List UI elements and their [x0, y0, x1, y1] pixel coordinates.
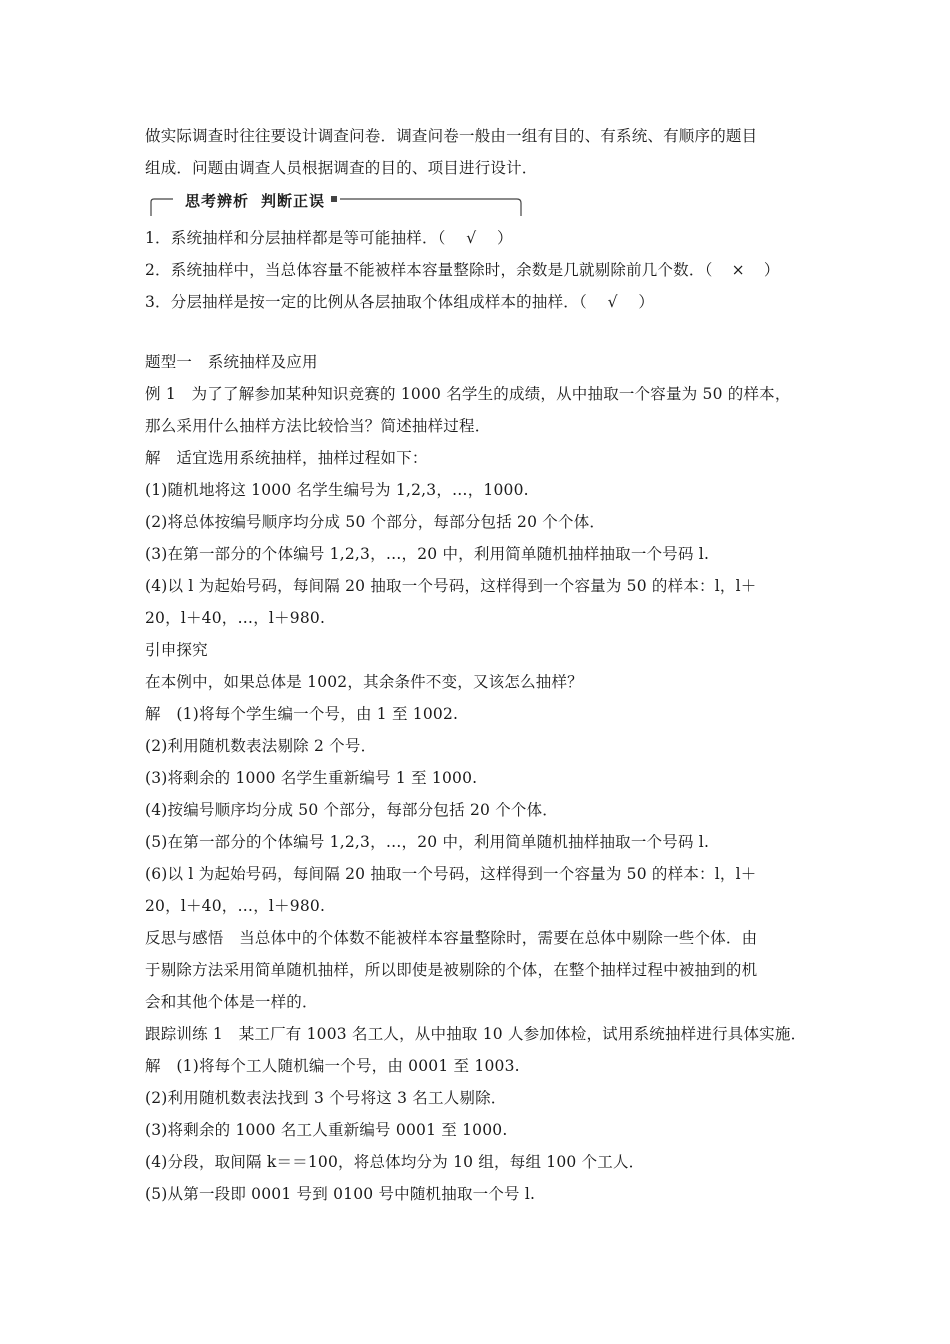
example-line: 例 1 为了了解参加某种知识竞赛的 1000 名学生的成绩，从中抽取一个容量为 50 的样本，	[145, 385, 791, 403]
judgment-item	[145, 222, 815, 254]
training-step: (4)分段，取间隔 k＝＝100，将总体均分为 10 组，每组 100 个工人．	[145, 1153, 645, 1171]
training-question: 跟踪训练 1 某工厂有 1003 名工人，从中抽取 10 人参加体检，试用系统抽样进行具体实施．	[145, 1025, 807, 1043]
intro-line: 做实际调查时往往要设计调查问卷．调查问卷一般由一组有目的、有系统、有顺序的题目	[145, 127, 758, 145]
section-heading: 题型一 系统抽样及应用	[145, 353, 318, 371]
judgment-close: ）	[748, 261, 780, 279]
judgment-text: 3．分层抽样是按一定的比例从各层抽取个体组成样本的抽样．（	[145, 293, 603, 311]
solution-step: (1)随机地将这 1000 名学生编号为 1,2,3，…，1000.	[145, 481, 529, 499]
extension-step: (5)在第一部分的个体编号 1,2,3，…，20 中，利用简单随机抽样抽取一个号码 l.	[145, 833, 710, 851]
check-mark-icon: √	[466, 229, 477, 247]
judgment-item	[145, 254, 815, 286]
solution-step: 20，l＋40，…，l＋980.	[145, 609, 326, 627]
intro-line: 组成．问题由调查人员根据调查的目的、项目进行设计．	[145, 159, 538, 177]
reflection-line: 会和其他个体是一样的．	[145, 993, 318, 1011]
extension-step: 20，l＋40，…，l＋980.	[145, 897, 326, 915]
cross-mark-icon: ×	[731, 261, 745, 279]
judgment-close: ）	[622, 293, 655, 311]
extension-question: 在本例中，如果总体是 1002，其余条件不变，又该怎么抽样？	[145, 673, 583, 691]
judgment-close: ）	[481, 229, 513, 247]
extension-step: (4)按编号顺序均分成 50 个部分，每部分包括 20 个个体．	[145, 801, 559, 819]
solution-step: (2)将总体按编号顺序均分成 50 个部分，每部分包括 20 个个体．	[145, 513, 606, 531]
extension-step: (3)将剩余的 1000 名学生重新编号 1 至 1000.	[145, 769, 478, 787]
banner-title	[179, 190, 331, 211]
judgment-text: 2．系统抽样中，当总体容量不能被样本容量整除时，余数是几就剔除前几个数．（	[145, 261, 729, 279]
training-step: 解 (1)将每个工人随机编一个号，由 0001 至 1003.	[145, 1057, 520, 1075]
banner-title-a: 思考辨析	[185, 192, 250, 210]
solution-step: (4)以 l 为起始号码，每间隔 20 抽取一个号码，这样得到一个容量为 50 的样本：l，l＋	[145, 577, 757, 595]
reflection-line: 反思与感悟 当总体中的个体数不能被样本容量整除时，需要在总体中剔除一些个体．由	[145, 929, 758, 947]
section-banner	[145, 188, 525, 218]
check-mark-icon: √	[607, 293, 618, 311]
judgment-text: 1．系统抽样和分层抽样都是等可能抽样．（	[145, 229, 462, 247]
extension-step: (2)利用随机数表法剔除 2 个号．	[145, 737, 377, 755]
training-step: (3)将剩余的 1000 名工人重新编号 0001 至 1000.	[145, 1121, 508, 1139]
extension-step: 解 (1)将每个学生编一个号，由 1 至 1002.	[145, 705, 459, 723]
intro-paragraph	[145, 120, 815, 184]
example-line: 那么采用什么抽样方法比较恰当？简述抽样过程．	[145, 417, 491, 435]
section-content	[145, 346, 815, 1210]
judgment-list	[145, 222, 815, 318]
extension-step: (6)以 l 为起始号码，每间隔 20 抽取一个号码，这样得到一个容量为 50 的样本：l，l＋	[145, 865, 757, 883]
solution-intro: 解 适宜选用系统抽样，抽样过程如下：	[145, 449, 428, 467]
reflection-line: 于剔除方法采用简单随机抽样，所以即使是被剔除的个体，在整个抽样过程中被抽到的机	[145, 961, 758, 979]
judgment-item	[145, 286, 815, 318]
banner-title-b: 判断正误	[261, 192, 326, 210]
extension-title: 引申探究	[145, 641, 208, 659]
training-step: (5)从第一段即 0001 号到 0100 号中随机抽取一个号 l.	[145, 1185, 536, 1203]
solution-step: (3)在第一部分的个体编号 1,2,3，…，20 中，利用简单随机抽样抽取一个号码 l.	[145, 545, 710, 563]
training-step: (2)利用随机数表法找到 3 个号将这 3 名工人剔除．	[145, 1089, 507, 1107]
